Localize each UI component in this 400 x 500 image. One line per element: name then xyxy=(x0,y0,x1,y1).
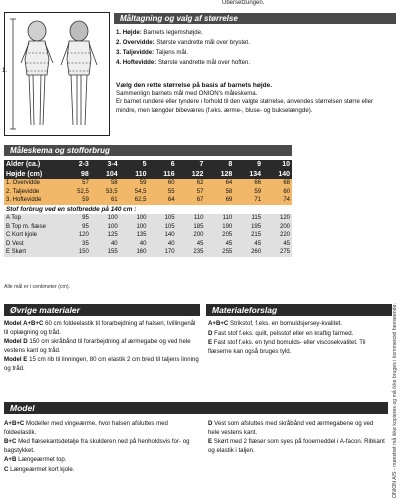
model-paragraph: C Længeærmet kort kjole. xyxy=(4,465,75,473)
measurement-item: 1. Højde: Barnets legemshøjde. xyxy=(116,29,203,36)
fabric-row: A Top 95 100 100 105 110 110 115 120 xyxy=(6,215,290,222)
other-materials-text xyxy=(4,320,200,375)
measure-row: 3. Hoftevidde 59 61 62,5 64 67 69 71 74 xyxy=(6,197,290,204)
fabric-row: D Vest 35 40 40 40 45 45 45 45 xyxy=(6,240,290,247)
suggestion-paragraph: D Fast stof f.eks. quilt, pelsstof eller en kraftig farmed. xyxy=(208,329,354,337)
size-chart-heading: Måleskema og stofforbrug xyxy=(4,145,292,156)
measure-row: 2. Taljevidde 52,5 53,5 54,5 55 57 58 59 60 xyxy=(6,188,290,195)
measurement-item: 2. Overvidde: Største vandrette mål over brystet. xyxy=(116,39,250,46)
model-left-text xyxy=(4,420,200,476)
material-suggestions-text xyxy=(208,320,388,357)
model-paragraph: D Vest som afsluttes med skråbånd ved ærmegabene og ved hele vestens kant. xyxy=(208,420,374,436)
fabric-title-row: Stof forbrug ved en stofbredde på 140 cm : xyxy=(6,206,137,214)
children-measurement-illustration xyxy=(4,12,110,136)
model-paragraph: B+C Med flæsekantsdetalje fra skulderen ned på henholdsvis for- og bagstykket. xyxy=(4,438,190,454)
measurement-heading: Måltagning og valg af størrelse xyxy=(114,13,396,24)
height-row: Højde (cm) 98 104 110 116 122 128 134 140 xyxy=(6,170,290,178)
suggestion-paragraph: E Fast stof f.eks. en tynd bomulds- eller viscosekvalitet. Til flæserne kan også bruges tyld. xyxy=(208,339,366,355)
model-right-text xyxy=(208,420,386,456)
adjust-paragraph: Er barnet rundere eller tyndere i forhold til den valgte størrelse, anvendes størrelsen større eller mindre, men længder bibeværes (f.eks. ærme-, bluse- og bukselængde). xyxy=(116,98,374,114)
model-heading: Model xyxy=(4,402,388,414)
size-choice-bold: Vælg den rette størrelse på basis af barnets højde. xyxy=(116,82,273,89)
suggestion-paragraph: A+B+C Strikstof, f.eks. en bomuldsjersey-kvalitet. xyxy=(208,320,343,327)
measure-row: 1. Overvidde 57 58 59 60 62 64 66 68 xyxy=(6,180,290,187)
other-materials-heading: Øvrige materialer xyxy=(4,304,200,316)
copyright-vertical-note: ONION A/S - mønstret må ikke kopieres og må ikke bruges i kommerciel henseende. xyxy=(392,303,398,498)
material-paragraph: Model E 15 cm rib til linningen, 80 cm elastik 2 cm bred til taljens linning og tråd. xyxy=(4,356,199,372)
measurement-item: 4. Hoftevidde: Største vandrette mål over hoften. xyxy=(116,59,251,66)
material-suggestions-heading: Materialeforslag xyxy=(206,304,392,316)
model-paragraph: A+B+C Modeller med vingeærme, hvor halsen afsluttes med foldeelastik. xyxy=(4,420,168,436)
measurement-item: 3. Taljevidde: Taljens mål. xyxy=(116,49,188,56)
fabric-row: B Top m. flæse 95 100 100 105 185 190 195 200 xyxy=(6,223,290,230)
age-row: Alder (ca.) 2-3 3-4 5 6 7 8 9 10 xyxy=(6,161,290,169)
material-paragraph: Model D 150 cm skråbånd til forarbejdning af ærmegabe og ved hele vestens kant og tråd. xyxy=(4,338,191,354)
illustration-height-label: 1. xyxy=(2,68,8,74)
compare-paragraph: Sammenlign barnets mål med ONION's måleskema. xyxy=(116,90,258,98)
fabric-row: C Kort kjole 120 125 135 140 200 205 215 220 xyxy=(6,232,290,239)
fabric-row: E Skørt 150 155 160 170 235 255 260 275 xyxy=(6,249,290,256)
model-paragraph: A+B Længeærmet top. xyxy=(4,456,67,464)
material-paragraph: Model A+B+C 60 cm foldeelastik til forarbejdning af halsen, tvillingenål til oplægning og tråd. xyxy=(4,320,196,336)
model-paragraph: E Skørt med 2 flæser som syes på fooerneddel i A-facon. Ribkant og elastik i taljen. xyxy=(208,438,385,454)
measurement-list xyxy=(116,28,392,68)
measurement-instructions xyxy=(116,82,392,115)
size-chart-table xyxy=(4,160,292,257)
top-note: Übersetzungen. xyxy=(222,0,265,6)
units-footnote: Alle mål er i centimeter (cm). xyxy=(4,284,71,290)
